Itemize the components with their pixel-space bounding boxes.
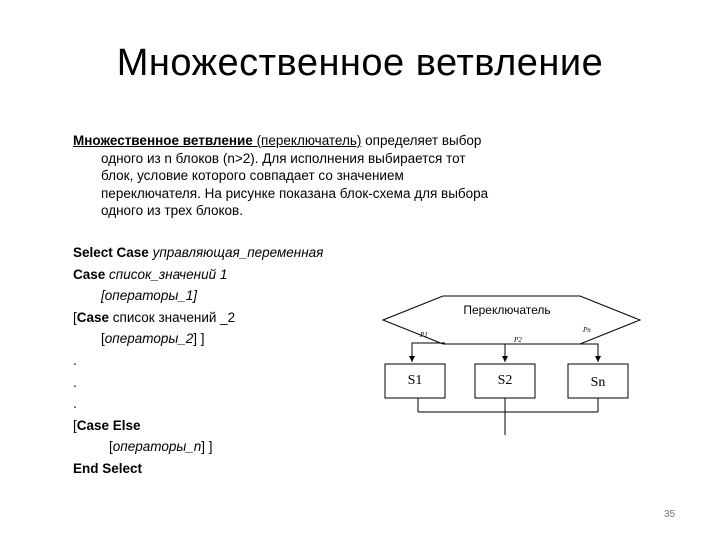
intro-line: переключателя. На рисунке показана блок-схема для выбора: [101, 185, 489, 201]
value-list-2: список значений _2: [109, 309, 236, 325]
keyword-case: Case: [76, 309, 110, 325]
intro-term: Множественное ветвление: [73, 133, 257, 148]
keyword-select-case: Select Case: [73, 245, 153, 260]
code-line-ellipsis-dot: .: [73, 396, 77, 412]
switch-label: Переключатель: [463, 303, 551, 317]
intro-line: одного из n блоков (n>2). Для исполнения выбирается тот: [101, 150, 466, 166]
branch-line-n: [578, 344, 598, 362]
branch-label-p2: P2: [514, 336, 522, 344]
slide-number: 35: [664, 509, 676, 520]
branch-line-1: [412, 343, 445, 362]
intro-line: блок, условие которого совпадает со значением: [101, 168, 404, 184]
keyword-case: Case: [73, 266, 110, 282]
statements-n: операторы_n: [112, 439, 202, 455]
bracket-open: [: [101, 331, 105, 347]
code-line-ellipsis-dot: .: [73, 374, 77, 390]
intro-line: одного из трех блоков.: [101, 203, 243, 219]
branch-label-p1: P1: [420, 331, 428, 339]
statements-1: [операторы_1]: [101, 288, 198, 304]
keyword-end-select: End Select: [73, 460, 143, 476]
control-variable: управляющая_переменная: [152, 245, 324, 260]
slide-title: Множественное ветвление: [116, 42, 604, 84]
bracket-close: ] ]: [193, 331, 205, 347]
keyword-case-else: Case Else: [76, 417, 141, 433]
intro-paren: (переключатель): [256, 133, 362, 148]
bracket-close: ] ]: [201, 439, 213, 455]
block-sn-label: Sn: [590, 375, 606, 390]
value-list-1: список_значений 1: [109, 266, 228, 282]
bracket-open: [: [73, 309, 77, 325]
block-s1-label: S1: [407, 373, 423, 388]
bracket-open: [: [109, 439, 113, 455]
statements-2: операторы_2: [104, 331, 194, 347]
code-line-ellipsis-dot: .: [73, 352, 77, 368]
block-s2-label: S2: [497, 373, 513, 388]
intro-first-line-rest: определяет выбор: [361, 133, 482, 148]
bracket-open: [: [73, 417, 77, 433]
branch-label-pn: Pn: [583, 326, 591, 334]
